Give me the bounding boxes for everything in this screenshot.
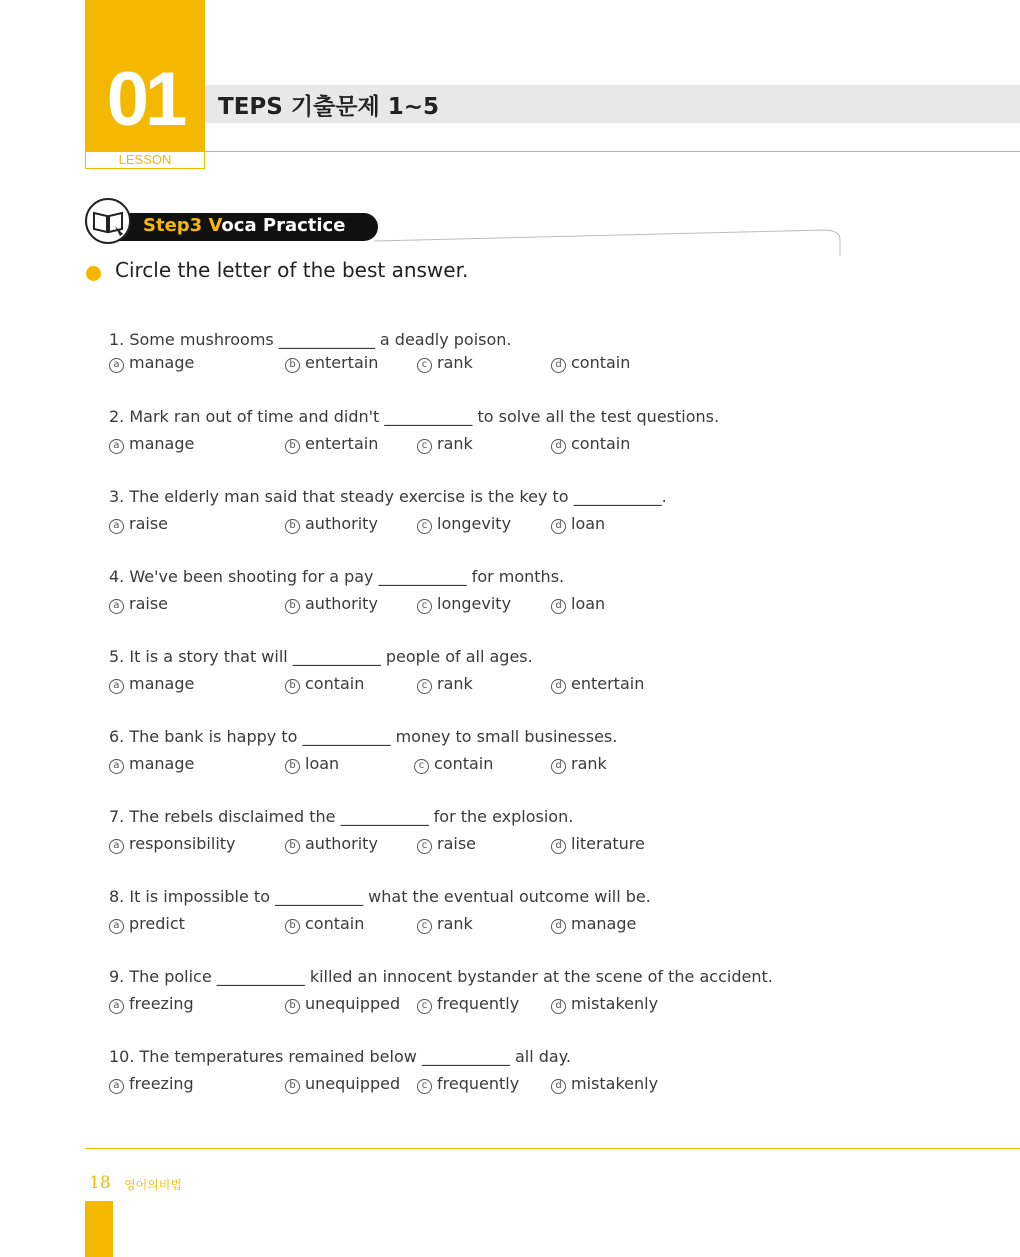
option-text: contain — [305, 914, 365, 933]
option-text: manage — [129, 353, 195, 372]
question-text: 2. Mark ran out of time and didn't ___________ to solve all the test questions. — [109, 407, 720, 426]
answer-option[interactable] — [285, 994, 400, 1014]
answer-option[interactable] — [109, 1074, 194, 1094]
step-prefix: Step3 — [143, 215, 203, 236]
option-text: manage — [129, 434, 195, 453]
answer-option[interactable] — [417, 1074, 519, 1094]
lesson-label: LESSON — [85, 152, 205, 169]
option-text: loan — [571, 594, 606, 613]
question-text: 1. Some mushrooms ____________ a deadly poison. — [109, 330, 512, 349]
page-number: 18 — [89, 1173, 111, 1193]
option-text: unequipped — [305, 994, 401, 1013]
option-text: mistakenly — [571, 1074, 659, 1093]
answer-option[interactable] — [109, 834, 236, 854]
answer-option[interactable] — [285, 674, 364, 694]
answer-option[interactable] — [109, 594, 168, 614]
question-text: 5. It is a story that will ___________ people of all ages. — [109, 647, 533, 666]
option-letter-circle: a — [109, 439, 124, 454]
option-text: rank — [571, 754, 607, 773]
option-letter-circle: d — [551, 679, 566, 694]
step-rest: oca Practice — [221, 215, 346, 236]
option-letter-circle: b — [285, 439, 300, 454]
option-letter-circle: c — [414, 759, 429, 774]
option-text: rank — [437, 674, 473, 693]
option-letter-circle: c — [417, 1079, 432, 1094]
option-text: responsibility — [129, 834, 236, 853]
option-letter-circle: c — [417, 519, 432, 534]
option-text: longevity — [437, 594, 512, 613]
option-letter-circle: b — [285, 1079, 300, 1094]
option-letter-circle: d — [551, 439, 566, 454]
page-title: TEPS 기출문제 1~5 — [218, 94, 439, 120]
option-letter-circle: b — [285, 358, 300, 373]
answer-option[interactable] — [285, 594, 378, 614]
answer-option[interactable] — [551, 754, 607, 774]
option-text: entertain — [571, 674, 645, 693]
step-title — [143, 214, 345, 238]
option-text: contain — [305, 674, 365, 693]
option-text: loan — [571, 514, 606, 533]
footer-bar — [85, 1201, 113, 1257]
option-letter-circle: a — [109, 759, 124, 774]
option-letter-circle: c — [417, 599, 432, 614]
step-v: V — [208, 215, 222, 236]
option-text: manage — [129, 674, 195, 693]
option-letter-circle: a — [109, 358, 124, 373]
option-letter-circle: c — [417, 439, 432, 454]
option-letter-circle: a — [109, 679, 124, 694]
option-text: rank — [437, 914, 473, 933]
answer-option[interactable] — [551, 914, 636, 934]
answer-option[interactable] — [551, 674, 644, 694]
answer-option[interactable] — [109, 353, 194, 373]
option-letter-circle: a — [109, 999, 124, 1014]
title-divider — [205, 151, 1020, 152]
answer-option[interactable] — [551, 834, 645, 854]
answer-option[interactable] — [285, 353, 378, 373]
option-letter-circle: d — [551, 1079, 566, 1094]
option-letter-circle: d — [551, 759, 566, 774]
option-letter-circle: d — [551, 919, 566, 934]
option-text: authority — [305, 594, 378, 613]
option-letter-circle: a — [109, 1079, 124, 1094]
option-letter-circle: c — [417, 358, 432, 373]
book-icon — [85, 198, 131, 244]
option-text: freezing — [129, 1074, 194, 1093]
option-letter-circle: b — [285, 999, 300, 1014]
answer-option[interactable] — [417, 994, 519, 1014]
question-text: 8. It is impossible to ___________ what the eventual outcome will be. — [109, 887, 651, 906]
instruction: Circle the letter of the best answer. — [115, 258, 469, 282]
option-letter-circle: b — [285, 919, 300, 934]
answer-option[interactable] — [417, 353, 473, 373]
option-text: freezing — [129, 994, 194, 1013]
option-text: unequipped — [305, 1074, 401, 1093]
answer-option[interactable] — [109, 674, 194, 694]
answer-option[interactable] — [417, 914, 473, 934]
option-text: contain — [571, 434, 631, 453]
answer-option[interactable] — [551, 353, 630, 373]
option-letter-circle: a — [109, 839, 124, 854]
answer-option[interactable] — [285, 914, 364, 934]
answer-option[interactable] — [417, 594, 511, 614]
answer-option[interactable] — [285, 514, 378, 534]
option-text: raise — [129, 594, 169, 613]
option-text: entertain — [305, 434, 379, 453]
bullet-icon — [86, 266, 101, 281]
answer-option[interactable] — [551, 994, 658, 1014]
option-text: mistakenly — [571, 994, 659, 1013]
option-letter-circle: d — [551, 519, 566, 534]
option-text: contain — [571, 353, 631, 372]
option-letter-circle: b — [285, 679, 300, 694]
option-text: authority — [305, 514, 378, 533]
answer-option[interactable] — [551, 594, 605, 614]
answer-option[interactable] — [417, 434, 473, 454]
option-letter-circle: b — [285, 519, 300, 534]
answer-option[interactable] — [109, 914, 185, 934]
option-letter-circle: d — [551, 999, 566, 1014]
question-text: 6. The bank is happy to ___________ money to small businesses. — [109, 727, 618, 746]
option-letter-circle: a — [109, 599, 124, 614]
question-text: 10. The temperatures remained below ___________ all day. — [109, 1047, 572, 1066]
option-letter-circle: b — [285, 759, 300, 774]
answer-option[interactable] — [414, 754, 493, 774]
option-letter-circle: c — [417, 839, 432, 854]
option-letter-circle: c — [417, 679, 432, 694]
answer-option[interactable] — [417, 514, 511, 534]
option-text: manage — [129, 754, 195, 773]
option-text: rank — [437, 353, 473, 372]
option-text: predict — [129, 914, 185, 933]
book-title: 영어의비법 — [124, 1178, 182, 1192]
option-letter-circle: a — [109, 919, 124, 934]
option-letter-circle: c — [417, 919, 432, 934]
answer-option[interactable] — [109, 994, 194, 1014]
option-letter-circle: a — [109, 519, 124, 534]
answer-option[interactable] — [285, 754, 339, 774]
answer-option[interactable] — [551, 1074, 658, 1094]
option-letter-circle: c — [417, 999, 432, 1014]
question-text: 7. The rebels disclaimed the ___________ for the explosion. — [109, 807, 574, 826]
answer-option[interactable] — [417, 674, 473, 694]
answer-option[interactable] — [109, 514, 168, 534]
option-text: frequently — [437, 994, 520, 1013]
option-text: authority — [305, 834, 378, 853]
answer-option[interactable] — [551, 434, 630, 454]
option-letter-circle: b — [285, 599, 300, 614]
option-text: loan — [305, 754, 340, 773]
answer-option[interactable] — [551, 514, 605, 534]
option-letter-circle: d — [551, 839, 566, 854]
answer-option[interactable] — [285, 834, 378, 854]
answer-option[interactable] — [285, 1074, 400, 1094]
option-text: contain — [434, 754, 494, 773]
option-text: longevity — [437, 514, 512, 533]
option-text: literature — [571, 834, 645, 853]
option-text: manage — [571, 914, 637, 933]
lesson-number: 01 — [106, 57, 184, 142]
question-text: 3. The elderly man said that steady exercise is the key to ___________. — [109, 487, 667, 506]
option-text: rank — [437, 434, 473, 453]
option-text: frequently — [437, 1074, 520, 1093]
answer-option[interactable] — [417, 834, 476, 854]
question-text: 9. The police ___________ killed an innocent bystander at the scene of the accident. — [109, 967, 773, 986]
option-text: raise — [437, 834, 477, 853]
answer-option[interactable] — [109, 754, 194, 774]
option-letter-circle: b — [285, 839, 300, 854]
footer-divider — [85, 1148, 1020, 1149]
option-letter-circle: d — [551, 358, 566, 373]
option-text: entertain — [305, 353, 379, 372]
question-text: 4. We've been shooting for a pay ___________ for months. — [109, 567, 565, 586]
option-letter-circle: d — [551, 599, 566, 614]
answer-option[interactable] — [285, 434, 378, 454]
option-text: raise — [129, 514, 169, 533]
answer-option[interactable] — [109, 434, 194, 454]
